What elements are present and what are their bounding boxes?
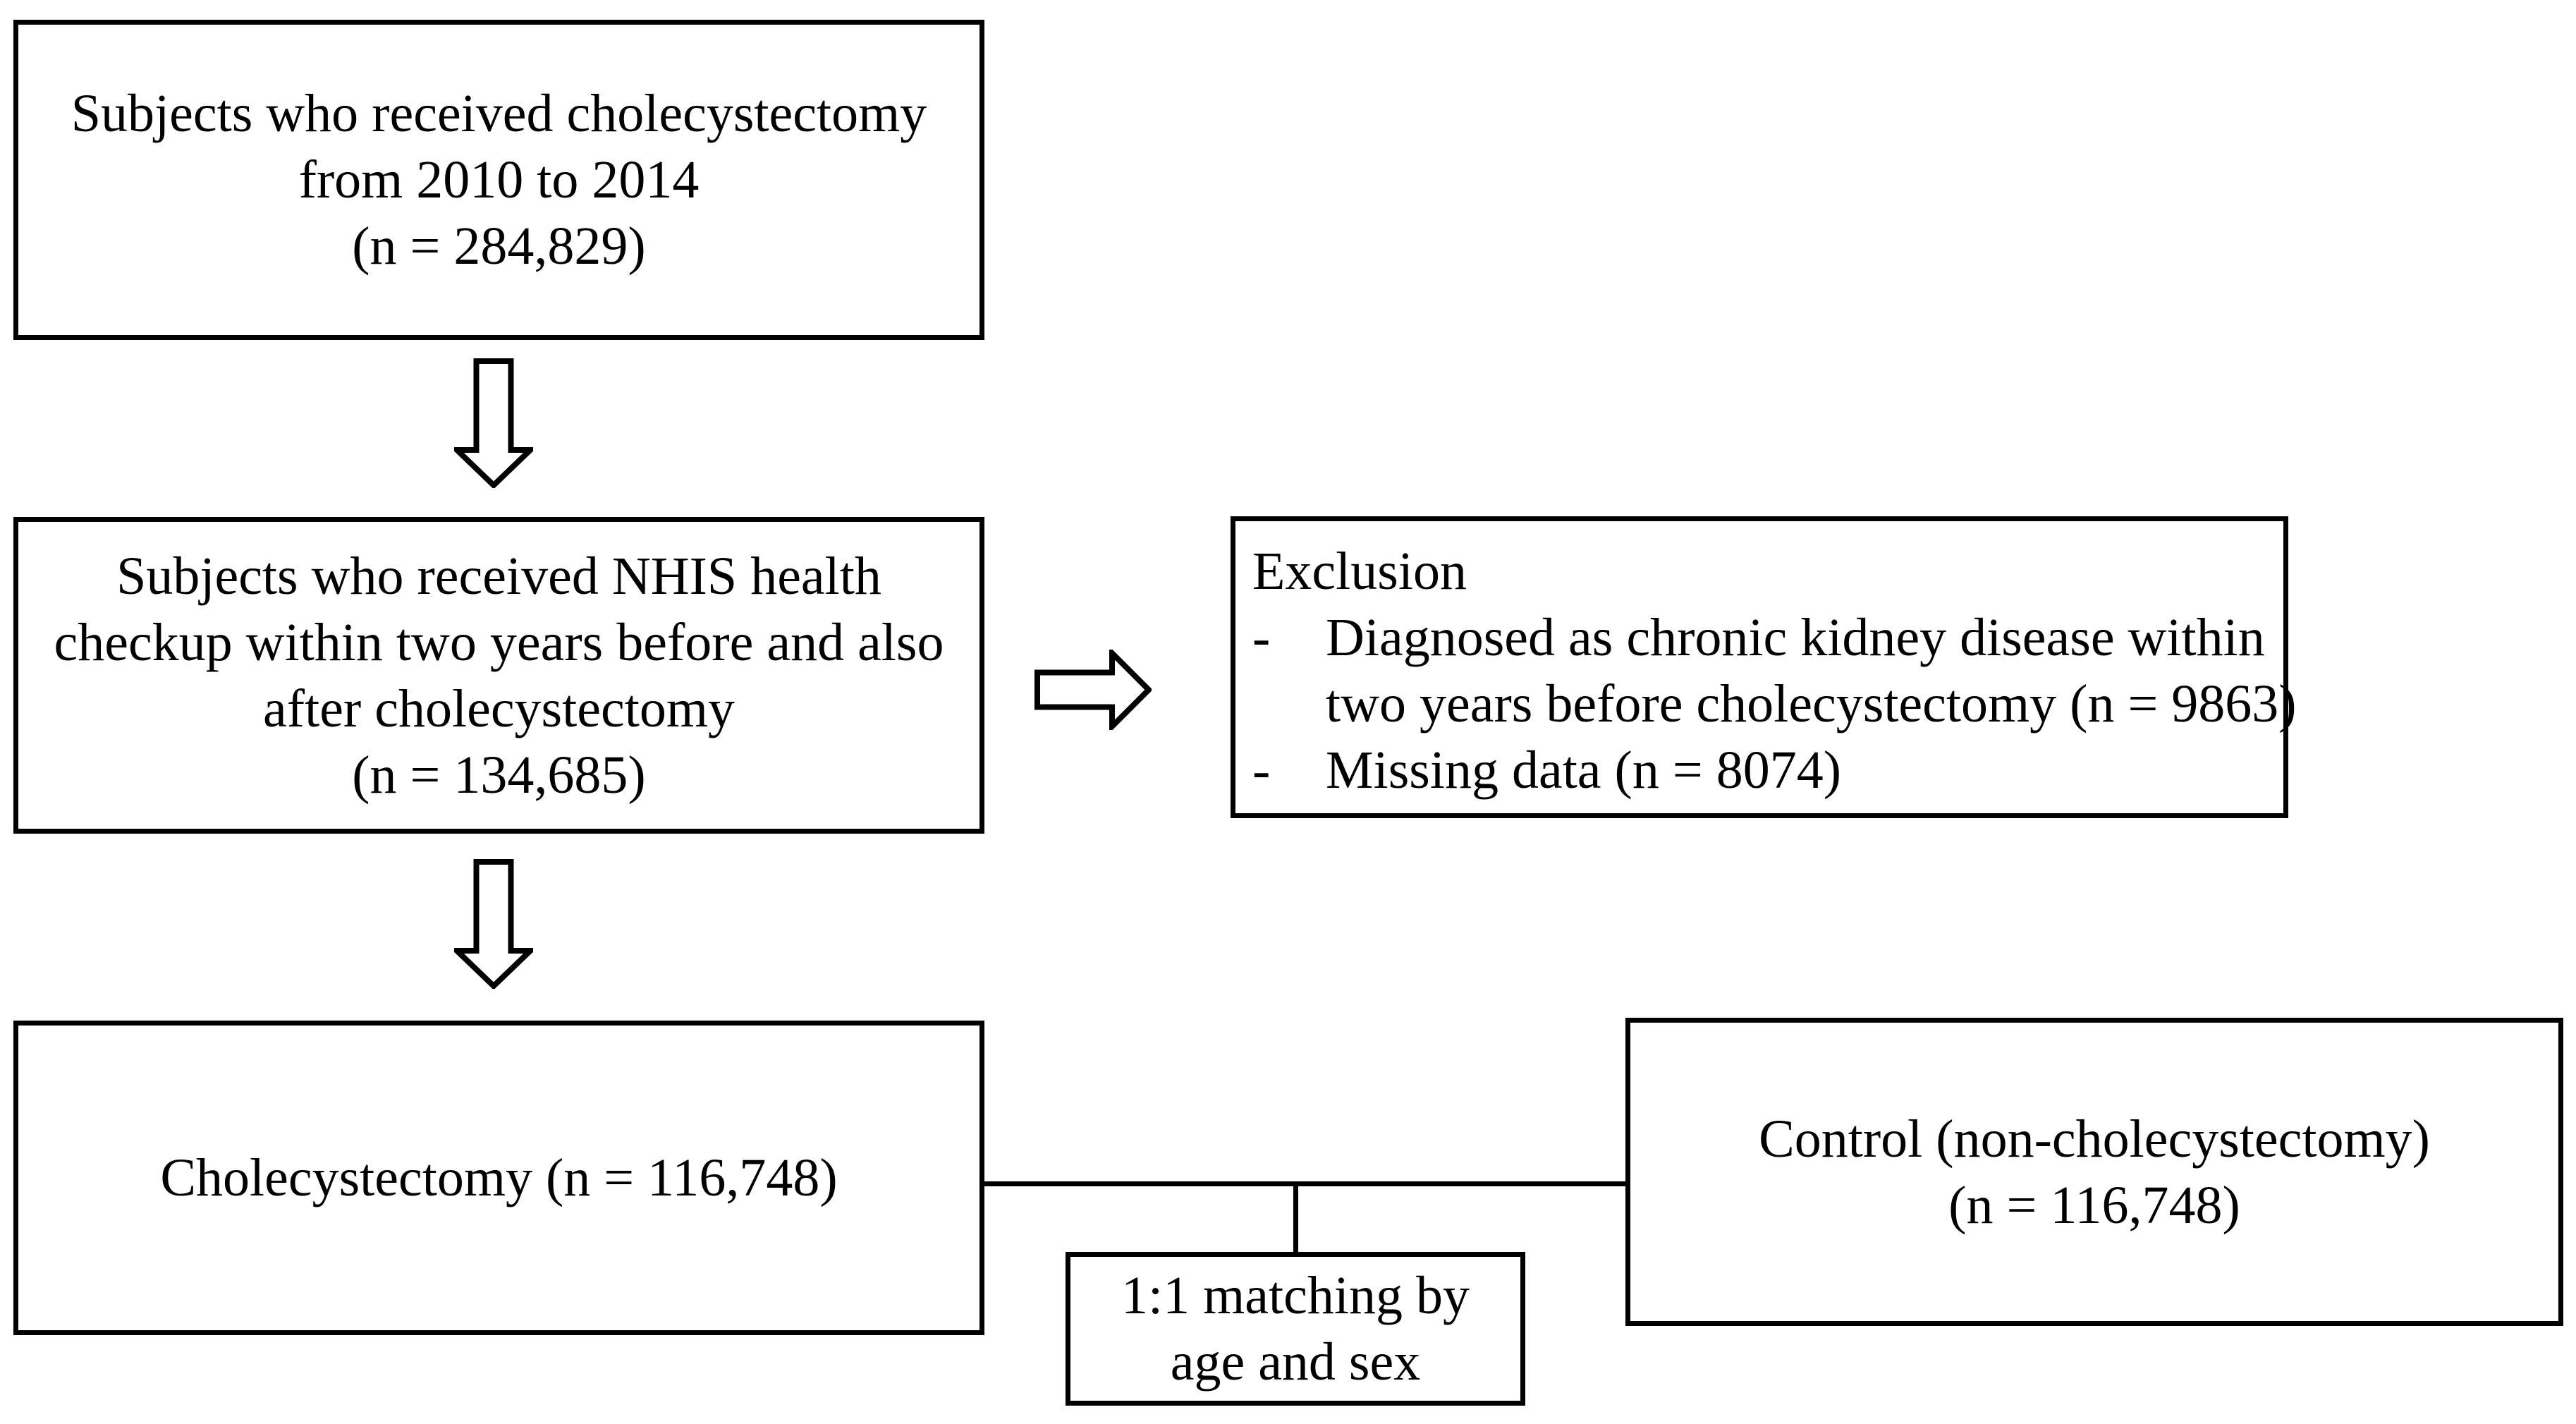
down-arrow-icon [454, 859, 533, 989]
node-text-line: age and sex [1170, 1332, 1421, 1392]
down-arrow-icon [454, 358, 533, 488]
node-text-line: Cholecystectomy (n = 116,748) [160, 1148, 838, 1207]
node-text-line: checkup within two years before and also [54, 612, 944, 672]
node-control-group [1625, 1018, 2563, 1326]
node-text-line: after cholecystectomy [263, 678, 735, 738]
node-text-line: (n = 134,685) [352, 745, 646, 805]
exclusion-item-text [1326, 737, 2271, 803]
exclusion-item [1252, 604, 2297, 737]
node-text-line: Missing data (n = 8074) [1326, 741, 1842, 800]
node-subjects-nhis-checkup [13, 517, 984, 834]
node-subjects-cholecystectomy [13, 20, 984, 340]
node-text-line: Subjects who received cholecystectomy [71, 84, 927, 143]
right-arrow-icon [1034, 650, 1152, 730]
node-text-line: two years before cholecystectomy (n = 9863) [1326, 674, 2297, 734]
exclusion-title: Exclusion [1252, 542, 1467, 601]
node-text-line: Diagnosed as chronic kidney disease within [1326, 608, 2265, 667]
exclusion-item-text [1326, 604, 2297, 737]
node-matching [1066, 1252, 1525, 1406]
bullet-dash: - [1252, 608, 1271, 667]
node-exclusion [1231, 516, 2297, 818]
node-text-line: (n = 284,829) [352, 217, 646, 276]
bullet-dash: - [1252, 741, 1271, 800]
node-text-line: from 2010 to 2014 [298, 150, 700, 209]
node-cholecystectomy-group [13, 1021, 984, 1335]
connector-horizontal-line [984, 1181, 1625, 1186]
node-text-line: 1:1 matching by [1121, 1266, 1470, 1325]
connector-vertical-line [1293, 1181, 1298, 1254]
node-text-line: Subjects who received NHIS health [116, 546, 881, 606]
node-text-line: Control (non-cholecystectomy) [1759, 1109, 2430, 1169]
exclusion-item [1252, 737, 2271, 803]
node-text-line: (n = 116,748) [1948, 1175, 2240, 1235]
